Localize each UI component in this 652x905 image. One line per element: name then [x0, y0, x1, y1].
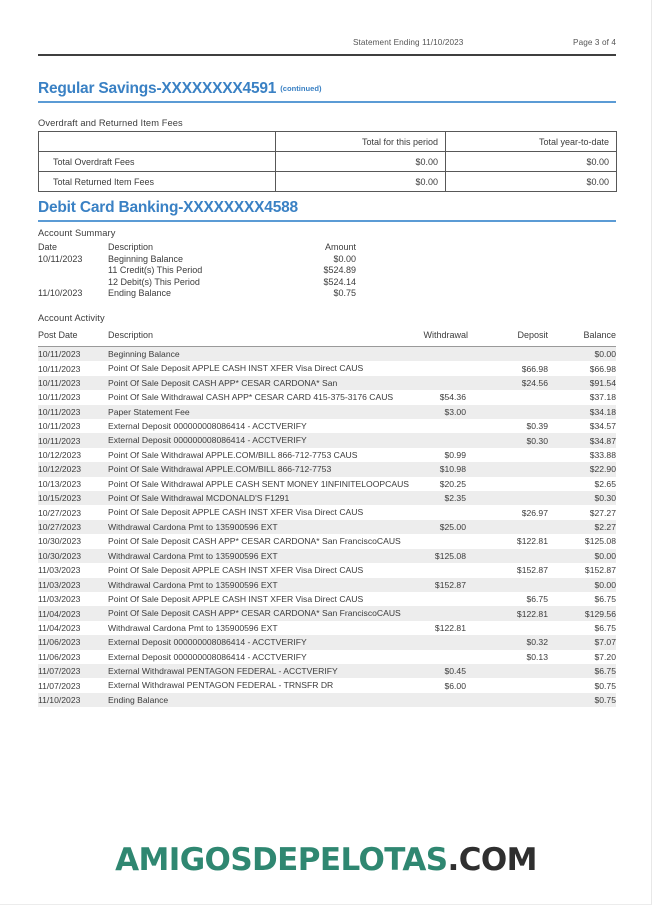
- returned-item-fees-label: Total Returned Item Fees: [39, 172, 276, 192]
- account-summary-table: [38, 242, 408, 300]
- fees-col-ytd: Total year-to-date: [446, 132, 617, 152]
- activity-col-withdrawal: Withdrawal: [423, 330, 468, 340]
- activity-withdrawal: $54.36: [439, 392, 466, 403]
- activity-col-post-date: Post Date: [38, 330, 78, 340]
- table-row: [39, 172, 617, 192]
- summary-date: 10/11/2023: [38, 253, 83, 264]
- activity-post-date: 10/15/2023: [38, 493, 82, 504]
- watermark-tld-text: .COM: [447, 842, 537, 878]
- activity-post-date: 11/03/2023: [38, 579, 81, 590]
- activity-balance: $0.30: [594, 493, 616, 504]
- activity-withdrawal: $125.08: [434, 550, 466, 561]
- activity-balance: $34.18: [589, 406, 616, 417]
- activity-balance: $7.07: [594, 637, 616, 648]
- activity-post-date: 10/27/2023: [38, 522, 82, 533]
- activity-post-date: 11/07/2023: [38, 680, 81, 691]
- summary-date: 11/10/2023: [38, 288, 83, 299]
- activity-balance: $6.75: [594, 594, 616, 605]
- activity-deposit: $0.39: [526, 421, 548, 432]
- table-row: [38, 606, 616, 620]
- activity-balance: $34.57: [589, 421, 616, 432]
- activity-balance: $27.27: [589, 507, 616, 518]
- activity-description: Point Of Sale Deposit APPLE CASH INST XFER Visa Direct CAUS: [108, 565, 364, 576]
- fees-header-row: [39, 132, 617, 152]
- activity-description: Point Of Sale Withdrawal APPLE.COM/BILL 866-712-7753: [108, 464, 332, 475]
- header-divider: [38, 54, 616, 56]
- activity-rows-container: [38, 347, 616, 707]
- activity-description: Point Of Sale Deposit APPLE CASH INST XFER Visa Direct CAUS: [108, 363, 364, 374]
- activity-post-date: 10/30/2023: [38, 550, 82, 561]
- activity-post-date: 10/11/2023: [38, 421, 81, 432]
- activity-balance: $6.75: [594, 666, 616, 677]
- activity-deposit: $0.13: [526, 651, 548, 662]
- table-row: [38, 650, 616, 664]
- activity-post-date: 10/11/2023: [38, 378, 81, 389]
- overdraft-fees-caption: Overdraft and Returned Item Fees: [38, 118, 183, 128]
- activity-post-date: 10/27/2023: [38, 507, 82, 518]
- activity-withdrawal: $0.99: [444, 450, 466, 461]
- activity-post-date: 10/11/2023: [38, 363, 81, 374]
- table-row: [38, 491, 616, 505]
- table-row: [38, 621, 616, 635]
- table-row: [38, 549, 616, 563]
- account-activity-caption: Account Activity: [38, 313, 105, 323]
- activity-deposit: $66.98: [521, 363, 548, 374]
- activity-withdrawal: $10.98: [439, 464, 466, 475]
- activity-balance: $125.08: [584, 536, 616, 547]
- savings-section-underline: [38, 101, 616, 103]
- debit-section-header: [38, 199, 616, 221]
- summary-row: [38, 254, 408, 266]
- statement-ending-label: Statement Ending 11/10/2023: [353, 38, 464, 47]
- activity-description: Point Of Sale Withdrawal APPLE.COM/BILL 866-712-7753 CAUS: [108, 449, 358, 460]
- activity-description: Withdrawal Cardona Pmt to 135900596 EXT: [108, 579, 278, 590]
- page-number-label: Page 3 of 4: [573, 38, 616, 47]
- activity-description: Point Of Sale Withdrawal CASH APP* CESAR CARD 415-375-3176 CAUS: [108, 392, 394, 403]
- activity-description: External Deposit 000000008086414 - ACCTVERIFY: [108, 421, 307, 432]
- table-row: [38, 433, 616, 447]
- activity-post-date: 10/12/2023: [38, 464, 82, 475]
- activity-description: Ending Balance: [108, 694, 169, 705]
- activity-description: Point Of Sale Withdrawal APPLE CASH SENT MONEY 1INFINITELOOPCAUS: [108, 478, 410, 489]
- activity-deposit: $26.97: [521, 507, 548, 518]
- activity-withdrawal: $25.00: [439, 522, 466, 533]
- activity-post-date: 10/11/2023: [38, 392, 81, 403]
- activity-balance: $2.27: [594, 522, 616, 533]
- activity-description: Point Of Sale Deposit CASH APP* CESAR CARDONA* San FranciscoCAUS: [108, 608, 401, 619]
- table-row: [38, 664, 616, 678]
- summary-amount: $524.14: [323, 276, 356, 287]
- summary-col-date: Date: [38, 242, 58, 252]
- activity-description: Withdrawal Cardona Pmt to 135900596 EXT: [108, 550, 278, 561]
- activity-withdrawal: $0.45: [444, 666, 466, 677]
- fees-col-blank: [39, 132, 276, 152]
- activity-balance: $152.87: [584, 565, 616, 576]
- overdraft-fees-table: [38, 131, 617, 192]
- overdraft-fees-ytd: $0.00: [446, 152, 617, 172]
- activity-withdrawal: $6.00: [444, 680, 466, 691]
- activity-balance: $0.00: [594, 579, 616, 590]
- overdraft-fees-period: $0.00: [276, 152, 446, 172]
- activity-withdrawal: $122.81: [434, 622, 466, 633]
- savings-section-title: Regular Savings-XXXXXXXX4591: [38, 80, 277, 97]
- activity-description: External Withdrawal PENTAGON FEDERAL - ACCTVERIFY: [108, 665, 338, 676]
- activity-balance: $0.75: [594, 694, 616, 705]
- summary-description: 11 Credit(s) This Period: [108, 265, 203, 276]
- activity-post-date: 11/03/2023: [38, 594, 81, 605]
- activity-deposit: $24.56: [521, 378, 548, 389]
- summary-description: 12 Debit(s) This Period: [108, 276, 200, 287]
- activity-post-date: 11/03/2023: [38, 565, 81, 576]
- activity-balance: $66.98: [589, 363, 616, 374]
- activity-description: Point Of Sale Withdrawal MCDONALD'S F1291: [108, 493, 290, 504]
- fees-col-period: Total for this period: [276, 132, 446, 152]
- activity-deposit: $0.32: [526, 637, 548, 648]
- activity-description: Point Of Sale Deposit APPLE CASH INST XFER Visa Direct CAUS: [108, 593, 364, 604]
- activity-description: Point Of Sale Deposit APPLE CASH INST XFER Visa Direct CAUS: [108, 507, 364, 518]
- activity-balance: $7.20: [594, 651, 616, 662]
- activity-balance: $22.90: [589, 464, 616, 475]
- table-row: [38, 419, 616, 433]
- activity-description: Withdrawal Cardona Pmt to 135900596 EXT: [108, 521, 278, 532]
- activity-post-date: 11/04/2023: [38, 622, 81, 633]
- activity-withdrawal: $152.87: [434, 579, 466, 590]
- table-row: [38, 678, 616, 692]
- activity-balance: $37.18: [589, 392, 616, 403]
- activity-description: Paper Statement Fee: [108, 406, 190, 417]
- table-row: [38, 520, 616, 534]
- activity-balance: $2.65: [594, 478, 616, 489]
- activity-deposit: $0.30: [526, 435, 548, 446]
- table-row: [38, 361, 616, 375]
- activity-description: External Deposit 000000008086414 - ACCTVERIFY: [108, 637, 307, 648]
- activity-description: Point Of Sale Deposit CASH APP* CESAR CARDONA* San FranciscoCAUS: [108, 536, 401, 547]
- table-row: [38, 477, 616, 491]
- summary-header-row: [38, 242, 408, 254]
- table-row: [38, 505, 616, 519]
- savings-continued-label: (continued): [280, 84, 322, 93]
- activity-description: External Deposit 000000008086414 - ACCTVERIFY: [108, 651, 307, 662]
- summary-amount: $0.00: [333, 253, 356, 264]
- table-row: [38, 693, 616, 707]
- activity-post-date: 10/11/2023: [38, 435, 81, 446]
- table-row: [38, 462, 616, 476]
- activity-deposit: $122.81: [516, 536, 548, 547]
- table-row: [38, 578, 616, 592]
- activity-description: Withdrawal Cardona Pmt to 135900596 EXT: [108, 622, 278, 633]
- activity-balance: $0.75: [594, 680, 616, 691]
- summary-row: [38, 277, 408, 289]
- activity-description: External Withdrawal PENTAGON FEDERAL - TRNSFR DR: [108, 680, 334, 691]
- activity-balance: $91.54: [589, 378, 616, 389]
- activity-balance: $0.00: [594, 349, 616, 360]
- activity-post-date: 10/11/2023: [38, 349, 81, 360]
- activity-withdrawal: $2.35: [444, 493, 466, 504]
- account-summary-caption: Account Summary: [38, 228, 116, 238]
- table-row: [38, 635, 616, 649]
- site-watermark: [0, 842, 652, 878]
- activity-post-date: 11/04/2023: [38, 608, 81, 619]
- table-row: [38, 592, 616, 606]
- activity-post-date: 11/10/2023: [38, 694, 81, 705]
- table-row: [38, 390, 616, 404]
- summary-amount: $524.89: [323, 265, 356, 276]
- returned-item-fees-period: $0.00: [276, 172, 446, 192]
- activity-post-date: 11/07/2023: [38, 666, 81, 677]
- savings-section-header: [38, 80, 616, 102]
- returned-item-fees-ytd: $0.00: [446, 172, 617, 192]
- activity-header-row: [38, 330, 616, 347]
- debit-section-underline: [38, 220, 616, 222]
- table-row: [38, 563, 616, 577]
- activity-col-deposit: Deposit: [517, 330, 548, 340]
- activity-deposit: $152.87: [516, 565, 548, 576]
- activity-post-date: 10/13/2023: [38, 478, 82, 489]
- watermark-main-text: AMIGOSDEPELOTAS: [115, 842, 448, 878]
- activity-description: External Deposit 000000008086414 - ACCTVERIFY: [108, 435, 307, 446]
- activity-post-date: 11/06/2023: [38, 637, 81, 648]
- activity-balance: $34.87: [589, 435, 616, 446]
- summary-col-description: Description: [108, 242, 154, 252]
- account-activity-table: [38, 330, 616, 707]
- summary-description: Beginning Balance: [108, 253, 184, 264]
- table-row: [38, 376, 616, 390]
- activity-balance: $129.56: [584, 608, 616, 619]
- debit-section-title: Debit Card Banking-XXXXXXXX4588: [38, 199, 298, 216]
- table-row: [38, 405, 616, 419]
- summary-row: [38, 265, 408, 277]
- table-row: [38, 534, 616, 548]
- activity-description: Point Of Sale Deposit CASH APP* CESAR CARDONA* San: [108, 377, 338, 388]
- activity-post-date: 11/06/2023: [38, 651, 81, 662]
- table-row: [38, 448, 616, 462]
- activity-description: Beginning Balance: [108, 349, 180, 359]
- activity-deposit: $6.75: [526, 594, 548, 605]
- activity-post-date: 10/11/2023: [38, 406, 81, 417]
- table-row: [39, 152, 617, 172]
- activity-col-balance: Balance: [583, 330, 616, 340]
- summary-description: Ending Balance: [108, 288, 172, 299]
- summary-col-amount: Amount: [324, 242, 356, 252]
- activity-post-date: 10/30/2023: [38, 536, 82, 547]
- activity-deposit: $122.81: [516, 608, 548, 619]
- activity-post-date: 10/12/2023: [38, 450, 82, 461]
- summary-row: [38, 288, 408, 300]
- activity-withdrawal: $3.00: [444, 406, 466, 417]
- summary-amount: $0.75: [333, 288, 356, 299]
- overdraft-fees-label: Total Overdraft Fees: [39, 152, 276, 172]
- activity-balance: $33.88: [589, 450, 616, 461]
- activity-balance: $0.00: [594, 550, 616, 561]
- activity-withdrawal: $20.25: [439, 478, 466, 489]
- table-row: [38, 347, 616, 361]
- activity-balance: $6.75: [594, 622, 616, 633]
- activity-col-description: Description: [108, 330, 154, 340]
